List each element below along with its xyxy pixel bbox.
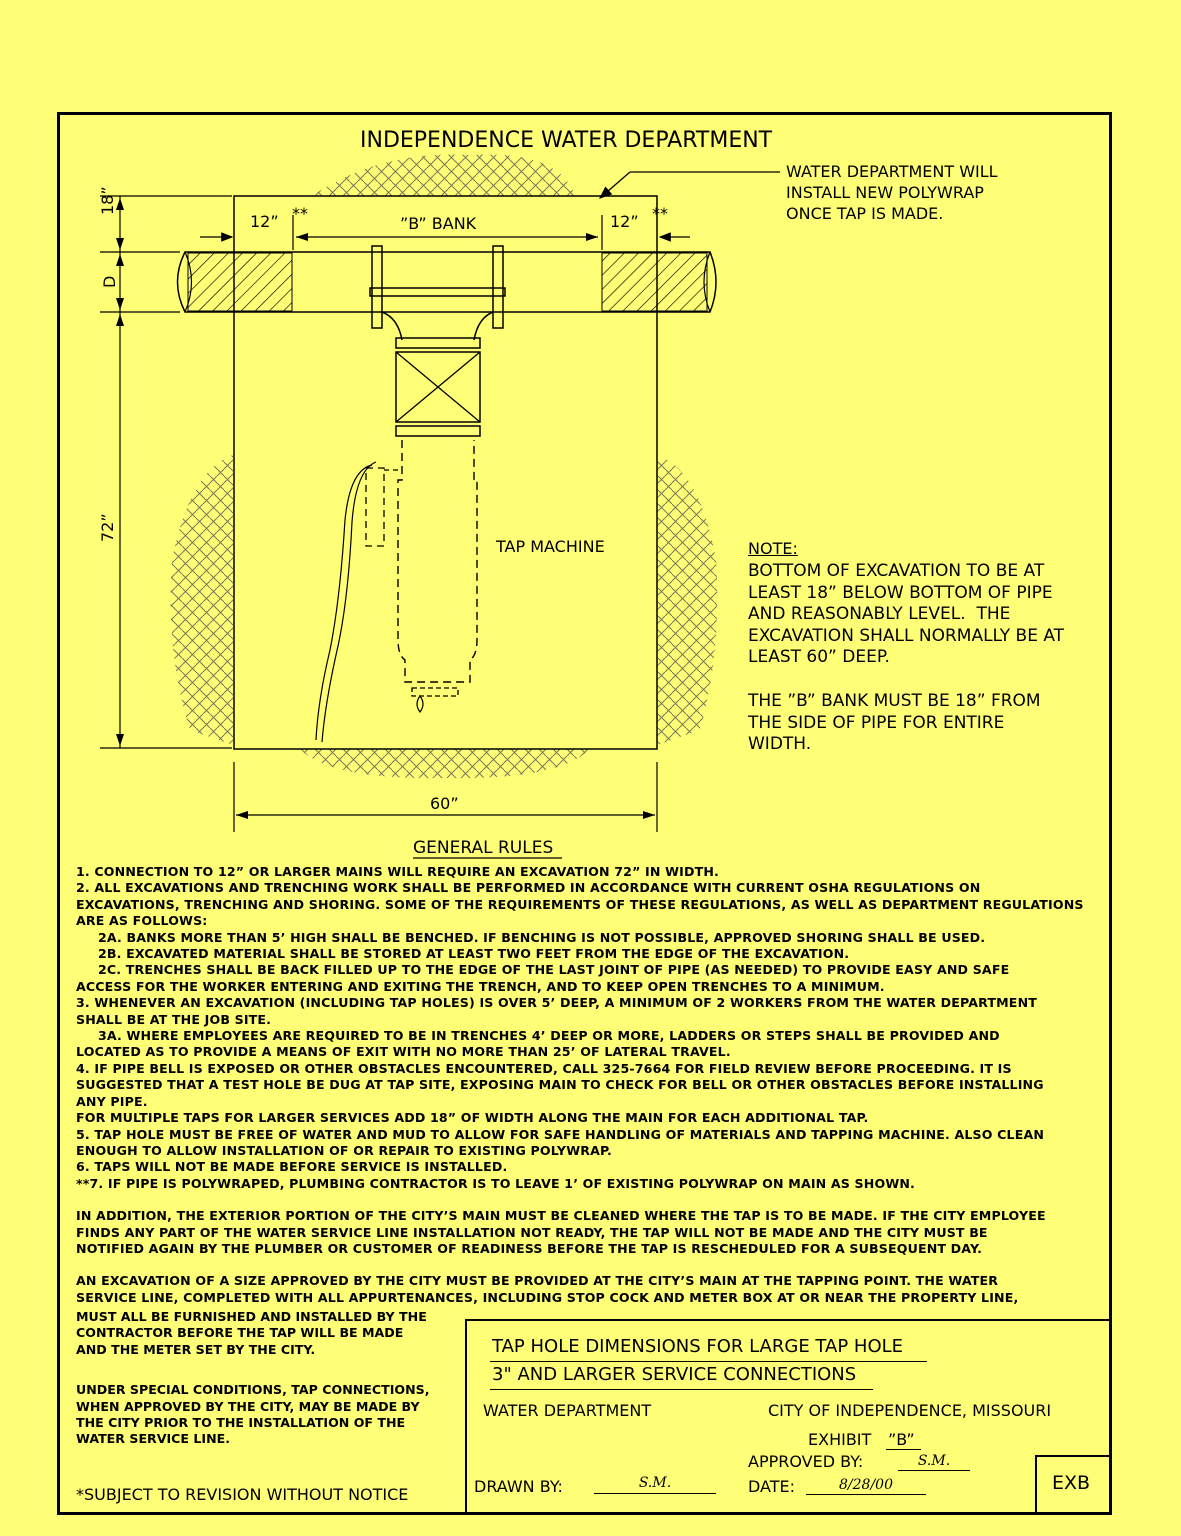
soil-top: [312, 155, 575, 196]
addition-line: IN ADDITION, THE EXTERIOR PORTION OF THE CITY’S MAIN MUST BE CLEANED WHERE THE TAP IS TO BE MADE. IF THE CITY EMPLOYEE: [76, 1208, 1046, 1224]
rule-line: **7. IF PIPE IS POLYWRAPED, PLUMBING CONTRACTOR IS TO LEAVE 1’ OF EXISTING POLYWRAP ON MAIN AS SHOWN.: [76, 1175, 915, 1191]
soil-left: [170, 455, 233, 745]
rule-line: 6. TAPS WILL NOT BE MADE BEFORE SERVICE IS INSTALLED.: [76, 1159, 508, 1175]
rule-line: FOR MULTIPLE TAPS FOR LARGER SERVICES ADD 18” OF WIDTH ALONG THE MAIN FOR EACH ADDITIONAL TAP.: [76, 1110, 869, 1126]
polywrap-left: [188, 253, 292, 311]
rule-line: ANY PIPE.: [76, 1093, 148, 1109]
exhibit-value: ”B”: [886, 1432, 921, 1450]
excavation-line: SERVICE LINE, COMPLETED WITH ALL APPURTENANCES, INCLUDING STOP COCK AND METER BOX AT OR NEAR THE PROPERTY LINE,: [76, 1289, 1019, 1305]
drawn-label: DRAWN BY:: [474, 1477, 563, 1496]
general-rules-heading: GENERAL RULES: [413, 838, 554, 858]
soil-right: [657, 455, 717, 745]
approved-value: S.M.: [898, 1454, 970, 1471]
rule-line: 3A. WHERE EMPLOYEES ARE REQUIRED TO BE IN TRENCHES 4’ DEEP OR MORE, LADDERS OR STEPS SHALL BE PROVIDED AND: [98, 1028, 1000, 1044]
revision-note: *SUBJECT TO REVISION WITHOUT NOTICE: [76, 1485, 409, 1504]
rule-line: ARE AS FOLLOWS:: [76, 913, 208, 929]
dim-72: 72”: [98, 513, 117, 542]
dim-60: 60”: [430, 794, 459, 813]
dept-label: WATER DEPARTMENT: [483, 1401, 652, 1420]
note-heading: NOTE:: [748, 539, 798, 558]
rule-line: 2B. EXCAVATED MATERIAL SHALL BE STORED AT LEAST TWO FEET FROM THE EDGE OF THE EXCAVATION.: [98, 946, 850, 962]
city-label: CITY OF INDEPENDENCE, MISSOURI: [768, 1401, 1052, 1420]
rule-line: 2C. TRENCHES SHALL BE BACK FILLED UP TO THE EDGE OF THE LAST JOINT OF PIPE (AS NEEDED) TO PROVIDE EASY AND SAFE: [98, 962, 1010, 978]
special-line: WHEN APPROVED BY THE CITY, MAY BE MADE BY: [76, 1398, 420, 1414]
excavation-line: AN EXCAVATION OF A SIZE APPROVED BY THE CITY MUST BE PROVIDED AT THE CITY’S MAIN AT THE TAPPING POINT. THE WATER: [76, 1273, 999, 1289]
rule-line: 2. ALL EXCAVATIONS AND TRENCHING WORK SHALL BE PERFORMED IN ACCORDANCE WITH CURRENT OSHA REGULATIONS ON: [76, 880, 981, 896]
exhibit-label: EXHIBIT: [808, 1430, 872, 1449]
rule-line: 4. IF PIPE BELL IS EXPOSED OR OTHER OBSTACLES ENCOUNTERED, CALL 325-7664 FOR FIELD REVIEW BEFORE PROCEEDING. IT IS: [76, 1060, 1012, 1076]
note-paragraph-1: BOTTOM OF EXCAVATION TO BE AT LEAST 18” BELOW BOTTOM OF PIPE AND REASONABLY LEVEL. THE EXCAVATION SHALL NORMALLY BE AT LEAST 60” DEEP.: [748, 561, 1065, 667]
rule-line: 3. WHENEVER AN EXCAVATION (INCLUDING TAP HOLES) IS OVER 5’ DEEP, A MINIMUM OF 2 WORKERS FROM THE WATER DEPARTMENT: [76, 995, 1037, 1011]
dim-d: D: [100, 275, 119, 288]
date-label: DATE:: [748, 1477, 796, 1496]
drawn-value: S.M.: [594, 1476, 716, 1494]
b-bank-label: ”B” BANK: [400, 214, 477, 233]
tap-machine-outline: [398, 440, 477, 682]
rule-line: SHALL BE AT THE JOB SITE.: [76, 1011, 272, 1027]
title-block-line1: TAP HOLE DIMENSIONS FOR LARGE TAP HOLE: [492, 1336, 904, 1357]
rule-line: ACCESS FOR THE WORKER ENTERING AND EXITING THE TRENCH, AND TO KEEP OPEN TRENCHES TO A MINIMUM.: [76, 978, 885, 994]
title-block-line2: 3" AND LARGER SERVICE CONNECTIONS: [492, 1364, 857, 1385]
rule-line: SUGGESTED THAT A TEST HOLE BE DUG AT TAP SITE, EXPOSING MAIN TO CHECK FOR BELL OR OTHER OBSTACLES BEFORE INSTALLING: [76, 1077, 1044, 1093]
addition-line: NOTIFIED AGAIN BY THE PLUMBER OR CUSTOMER OF READINESS BEFORE THE TAP IS RESCHEDULED FOR A SUBSEQUENT DAY.: [76, 1240, 983, 1256]
star-left: **: [292, 204, 308, 223]
approved-label: APPROVED BY:: [748, 1452, 864, 1471]
special-line: UNDER SPECIAL CONDITIONS, TAP CONNECTIONS,: [76, 1382, 430, 1398]
addition-line: FINDS ANY PART OF THE WATER SERVICE LINE INSTALLATION NOT READY, THE TAP WILL NOT BE MADE AND THE CITY MUST BE: [76, 1224, 988, 1240]
rule-line: 1. CONNECTION TO 12” OR LARGER MAINS WILL REQUIRE AN EXCAVATION 72” IN WIDTH.: [76, 864, 719, 879]
special-line: THE CITY PRIOR TO THE INSTALLATION OF THE: [76, 1415, 406, 1431]
excavation-outline: [234, 196, 657, 749]
rule-line: 2A. BANKS MORE THAN 5’ HIGH SHALL BE BENCHED. IF BENCHING IS NOT POSSIBLE, APPROVED SHORING SHALL BE USED.: [98, 929, 986, 945]
rule-line: LOCATED AS TO PROVIDE A MEANS OF EXIT WITH NO MORE THAN 25’ OF LATERAL TRAVEL.: [76, 1044, 731, 1060]
dim-left-12: 12”: [250, 212, 279, 231]
rule-line: 5. TAP HOLE MUST BE FREE OF WATER AND MUD TO ALLOW FOR SAFE HANDLING OF MATERIALS AND TAPPING MACHINE. ALSO CLEAN: [76, 1126, 1045, 1142]
soil-bottom: [300, 749, 590, 778]
general-rules-text: [76, 864, 1106, 1306]
rule-line: ENOUGH TO ALLOW INSTALLATION OF OR REPAIR TO EXISTING POLYWRAP.: [76, 1142, 612, 1158]
excavation-cont-line: AND THE METER SET BY THE CITY.: [76, 1341, 316, 1357]
sheet-number: EXB: [1052, 1472, 1091, 1494]
polywrap-right: [602, 253, 707, 311]
special-line: WATER SERVICE LINE.: [76, 1431, 231, 1447]
dim-18: 18”: [98, 186, 117, 215]
dim-right-12: 12”: [610, 212, 639, 231]
date-value: 8/28/00: [806, 1478, 926, 1495]
excavation-cont-line: CONTRACTOR BEFORE THE TAP WILL BE MADE: [76, 1325, 404, 1341]
bottom-left-notes: [76, 1309, 430, 1448]
page-title: INDEPENDENCE WATER DEPARTMENT: [360, 128, 773, 153]
rule-line: EXCAVATIONS, TRENCHING AND SHORING. SOME OF THE REQUIREMENTS OF THESE REGULATIONS, AS WELL AS DEPARTMENT REGULATIONS: [76, 896, 1084, 912]
polywrap-callout: WATER DEPARTMENT WILL INSTALL NEW POLYWRAP ONCE TAP IS MADE.: [786, 162, 998, 223]
note-paragraph-2: THE ”B” BANK MUST BE 18” FROM THE SIDE OF PIPE FOR ENTIRE WIDTH.: [748, 691, 1041, 754]
star-right: **: [652, 204, 668, 223]
excavation-cont-line: MUST ALL BE FURNISHED AND INSTALLED BY THE: [76, 1309, 427, 1324]
tap-machine-label: TAP MACHINE: [496, 537, 605, 556]
